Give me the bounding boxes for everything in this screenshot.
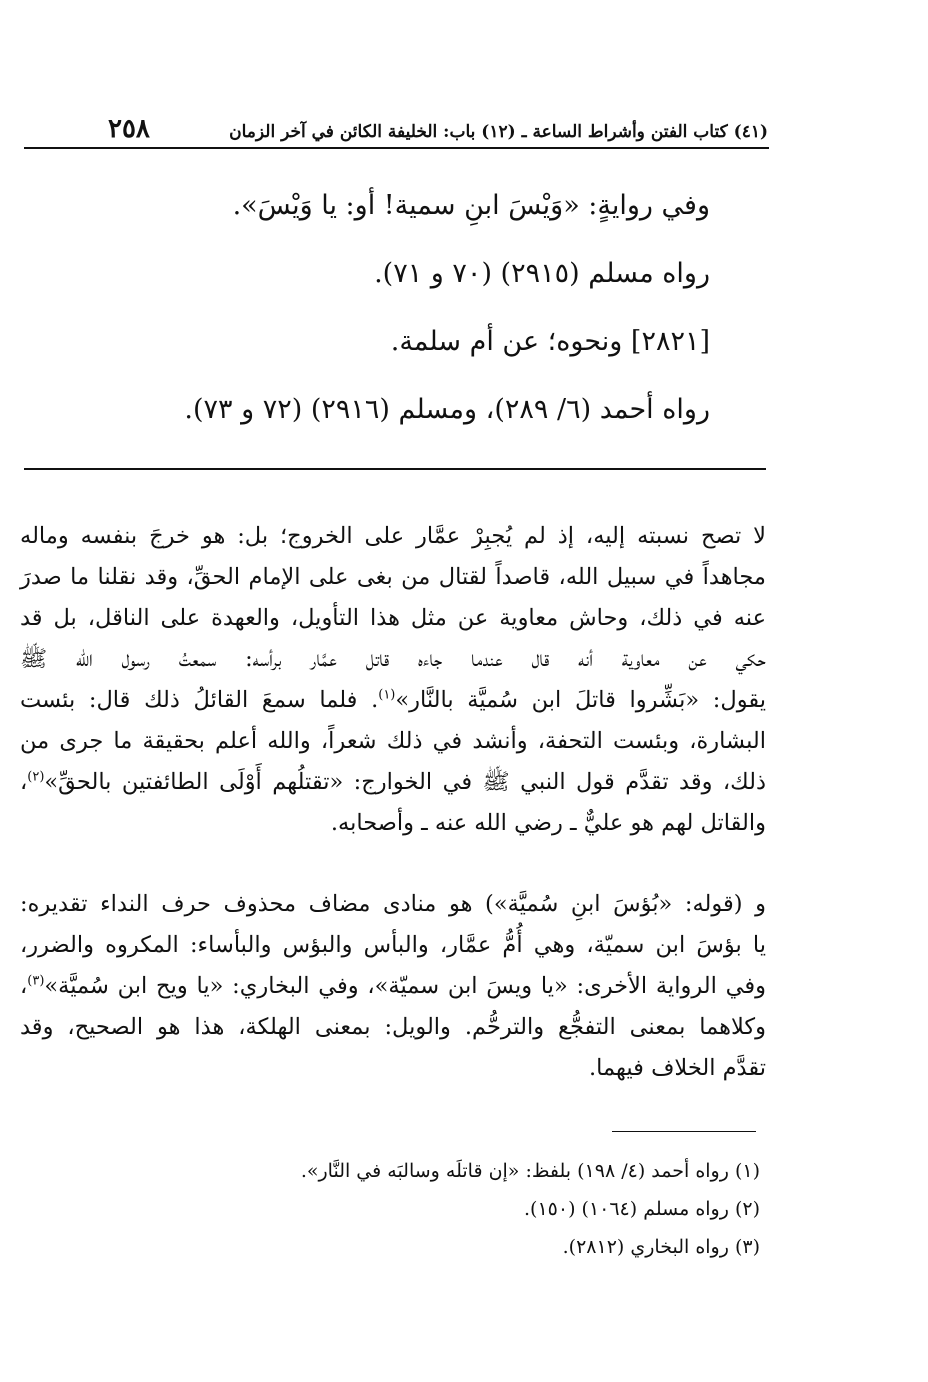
commentary-line: يا بؤسَ ابن سميّة، وهي أُمُّ عمَّار، والبأس والبؤس والبأساء: المكروه والضرر،: [20, 932, 766, 958]
hadith-line: رواه مسلم (٢٩١٥) (٧٠ و ٧١).: [374, 258, 710, 289]
commentary-line: [20, 762, 766, 803]
commentary-text: ،: [20, 973, 28, 999]
footnote-ref: (٢): [27, 769, 45, 785]
commentary-text: ذلك، وقد تقدَّم قول النبي ﷺ في الخوارج: «تقتلُهم أَوْلَى الطائفتين بالحقِّ»: [44, 769, 766, 795]
hadith-line: رواه أحمد (٦/ ٢٨٩)، ومسلم (٢٩١٦) (٧٢ و ٧٣).: [184, 394, 710, 425]
footnote: (٣) رواه البخاري (٢٨١٢).: [562, 1236, 760, 1258]
page-number: ٢٥٨: [108, 114, 150, 144]
footnotes: [300, 1152, 760, 1266]
footnote: (١) رواه أحمد (٤/ ١٩٨) بلفظ: «إن قاتلَه وسالبَه في النَّار».: [300, 1160, 760, 1182]
hadith-line: [٢٨٢١] ونحوه؛ عن أم سلمة.: [390, 326, 710, 357]
commentary-line: [20, 680, 766, 721]
hadith-text: [150, 172, 710, 444]
commentary-line: و (قوله: «بُؤسَ ابنِ سُميَّة») هو منادى مضاف محذوف حرف النداء تقديره:: [20, 891, 766, 917]
commentary-line: تقدَّم الخلاف فيهما.: [588, 1055, 766, 1081]
commentary-line: مجاهداً في سبيل الله، قاصداً لقتال من بغى على الإمام الحقِّ، وقد نقلنا ما صدرَ: [20, 564, 766, 590]
header-rule: [24, 147, 769, 149]
page-header: [108, 108, 768, 144]
commentary-line: والقاتل لهم هو عليٌّ ـ رضي الله عنه ـ وأصحابه.: [330, 810, 766, 836]
commentary-line: عنه في ذلك، وحاش معاوية عن مثل هذا التأويل، والعهدة على الناقل، بل قد: [20, 605, 766, 631]
commentary-text: وفي الرواية الأخرى: «يا ويسَ ابن سميّة»، وفي البخاري: «يا ويح ابن سُميَّة»: [44, 973, 766, 999]
commentary-line: [20, 966, 766, 1007]
commentary-line: لا تصح نسبته إليه، إذ لم يُجبِرْ عمَّار على الخروج؛ بل: هو خرجَ بنفسه وماله: [20, 523, 766, 549]
commentary-text: ،: [20, 769, 28, 795]
commentary-line: البشارة، وبئست التحفة، وأنشد في ذلك شعراً، والله أعلم بحقيقة ما جرى من: [20, 728, 766, 754]
commentary-line: حكي عن معاوية أنه قال عندما جاءه قاتل عمَّار برأسه: سمعتُ رسول الله ﷺ: [20, 646, 766, 672]
commentary-paragraph-1: [20, 516, 766, 844]
commentary-line: وكلاهما بمعنى التفجُّع والترحُّم. والويل: بمعنى الهلكة، هذا هو الصحيح، وقد: [20, 1014, 766, 1040]
footnote-divider: [612, 1131, 756, 1132]
hadith-line: وفي روايةٍ: «وَيْسَ ابنِ سمية! أو: يا وَيْسَ».: [232, 190, 710, 221]
section-divider: [24, 468, 766, 470]
running-title: (٤١) كتاب الفتن وأشراط الساعة ـ (١٢) باب: الخليفة الكائن في آخر الزمان: [229, 122, 768, 142]
footnote: (٢) رواه مسلم (١٠٦٤) (١٥٠).: [523, 1198, 760, 1220]
footnote-ref: (١): [378, 687, 396, 703]
commentary-text: . فلما سمعَ القائلُ ذلك قال: بئست: [20, 687, 379, 713]
footnote-ref: (٣): [27, 973, 45, 989]
commentary-text: يقول: «بَشِّروا قاتلَ ابن سُميَّة بالنَّار»: [395, 687, 766, 713]
commentary-paragraph-2: [20, 884, 766, 1089]
